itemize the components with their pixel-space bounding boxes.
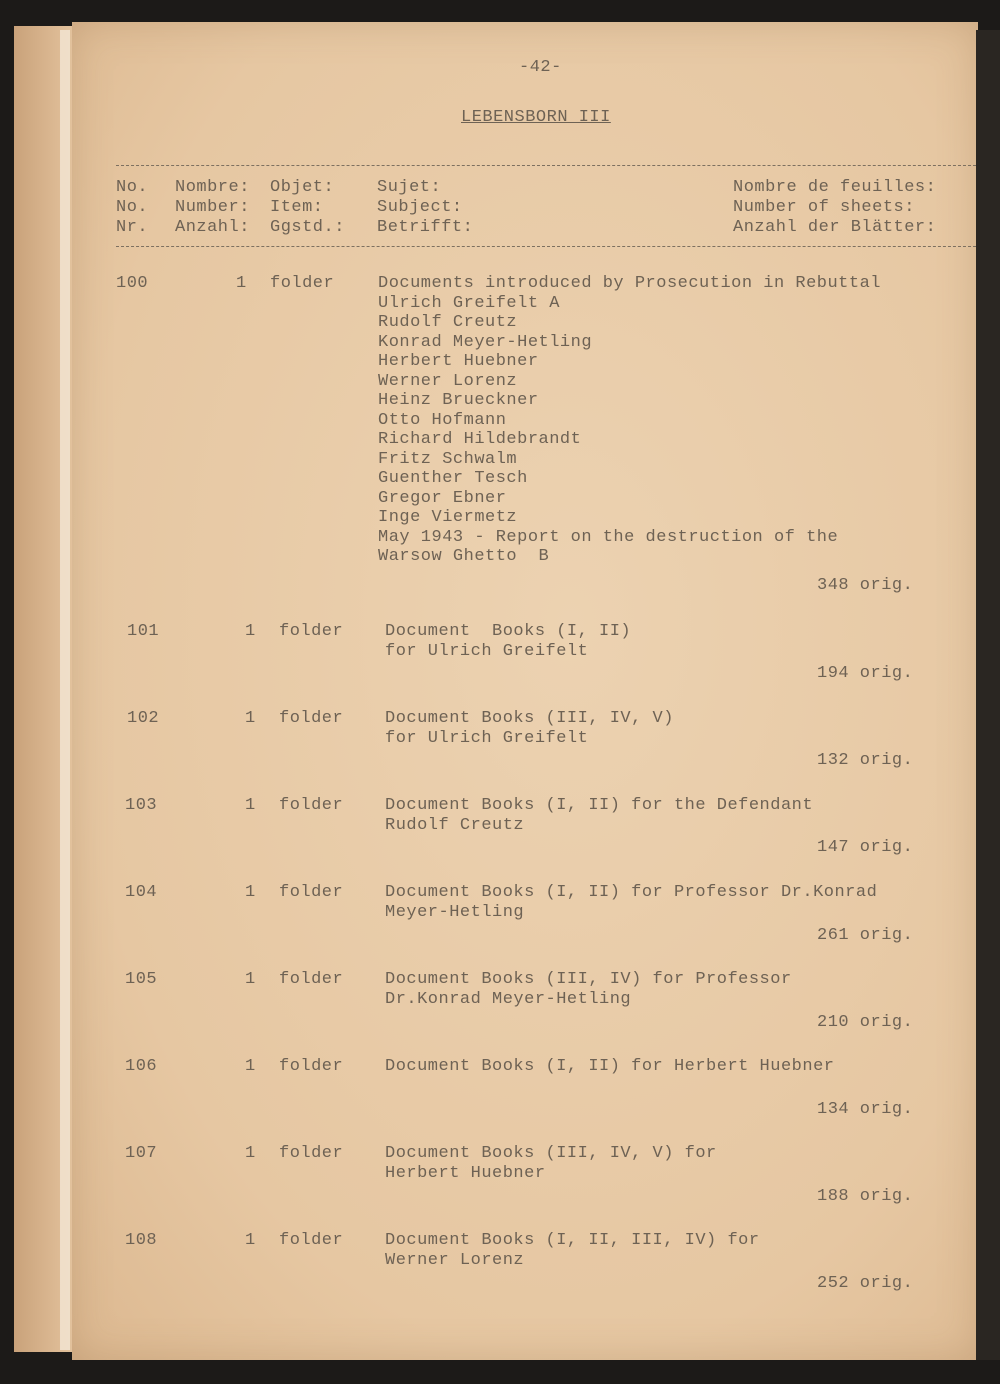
entry-item: folder — [279, 622, 344, 641]
header-text: Anzahl der Blätter: — [733, 218, 937, 237]
header-text: Number: — [175, 198, 250, 217]
entry-count: 1 — [245, 1231, 256, 1250]
entry-sheets: 132 orig. — [817, 751, 914, 770]
entry-subject-line: Document Books (I, II) — [385, 622, 632, 641]
header-col-subject — [377, 178, 473, 238]
entry-sheets: 210 orig. — [817, 1013, 914, 1032]
header-text: Nombre: — [175, 178, 250, 197]
header-text: Sujet: — [377, 178, 442, 197]
header-text: Nr. — [116, 218, 149, 237]
entry-count: 1 — [245, 970, 256, 989]
entry-subject-line: Heinz Brueckner — [378, 391, 539, 410]
entry-sheets: 252 orig. — [817, 1274, 914, 1293]
header-text: Item: — [270, 198, 324, 217]
header-text: Subject: — [377, 198, 463, 217]
entry-subject-line: Inge Viermetz — [378, 508, 518, 527]
entry-sheets: 348 orig. — [817, 576, 914, 595]
entry-subject-line: Document Books (III, IV) for Professor — [385, 970, 792, 989]
entry-subject-line: Konrad Meyer-Hetling — [378, 332, 593, 352]
entry-number: 105 — [125, 970, 158, 989]
entry-subject-line: Werner Lorenz — [378, 371, 518, 391]
entry-item: folder — [270, 274, 335, 293]
entry-subject-line: Document Books (I, II) for the Defendant — [385, 796, 814, 815]
entry-number: 101 — [127, 622, 160, 641]
entry-number: 103 — [125, 796, 158, 815]
entry-subject-line: Dr.Konrad Meyer-Hetling — [385, 989, 632, 1009]
header-text: No. — [116, 178, 149, 197]
entry-count: 1 — [236, 274, 247, 293]
document-title: LEBENSBORN III — [461, 108, 611, 127]
entry-sheets: 134 orig. — [817, 1100, 914, 1119]
entry-subject-line: for Ulrich Greifelt — [385, 641, 589, 661]
binding-edge — [60, 30, 70, 1350]
header-text: Betrifft: — [377, 218, 474, 237]
entry-subject-line: Meyer-Hetling — [385, 902, 525, 922]
entry-count: 1 — [245, 622, 256, 641]
entry-subject-line: Gregor Ebner — [378, 488, 507, 508]
entry-subject-line: Ulrich Greifelt A — [378, 293, 560, 313]
entry-subject-line: Document Books (I, II, III, IV) for — [385, 1231, 760, 1250]
entry-count: 1 — [245, 1144, 256, 1163]
entry-subject-line: May 1943 - Report on the destruction of the — [378, 527, 839, 547]
header-text: Objet: — [270, 178, 335, 197]
entry-count: 1 — [245, 709, 256, 728]
entry-sheets: 188 orig. — [817, 1187, 914, 1206]
header-col-item — [270, 178, 345, 238]
entry-subject-line: Herbert Huebner — [385, 1163, 546, 1183]
entry-number: 104 — [125, 883, 158, 902]
entry-subject-line: Document Books (III, IV, V) — [385, 709, 674, 728]
header-text: Nombre de feuilles: — [733, 178, 937, 197]
header-rule-top — [116, 165, 976, 166]
page-number: -42- — [519, 58, 562, 77]
entry-count: 1 — [245, 1057, 256, 1076]
entry-item: folder — [279, 1057, 344, 1076]
entry-item: folder — [279, 1231, 344, 1250]
page-gutter — [976, 30, 1000, 1360]
entry-number: 107 — [125, 1144, 158, 1163]
entry-sheets: 194 orig. — [817, 664, 914, 683]
header-col-sheets — [733, 178, 936, 238]
entry-subject-line: Guenther Tesch — [378, 469, 528, 488]
entry-subject-line: for Ulrich Greifelt — [385, 728, 589, 748]
entry-subject-line: Warsow Ghetto B — [378, 547, 550, 566]
header-text: Ggstd.: — [270, 218, 345, 237]
entry-subject-line: Fritz Schwalm — [378, 449, 518, 469]
entry-number: 102 — [127, 709, 160, 728]
entry-subject-line: Documents introduced by Prosecution in Rebuttal — [378, 274, 881, 293]
entry-subject-line: Rudolf Creutz — [378, 313, 518, 332]
header-rule-bottom — [116, 246, 976, 247]
entry-number: 106 — [125, 1057, 158, 1076]
entry-subject-line: Document Books (III, IV, V) for — [385, 1144, 717, 1163]
entry-item: folder — [279, 883, 344, 902]
entry-item: folder — [279, 970, 344, 989]
entry-item: folder — [279, 1144, 344, 1163]
entry-sheets: 147 orig. — [817, 838, 914, 857]
entry-subject-line: Werner Lorenz — [385, 1250, 525, 1270]
header-col-no — [116, 178, 148, 238]
entry-count: 1 — [245, 796, 256, 815]
entry-count: 1 — [245, 883, 256, 902]
header-text: Number of sheets: — [733, 198, 915, 217]
entry-item: folder — [279, 709, 344, 728]
entry-subject-line: Rudolf Creutz — [385, 815, 525, 835]
entry-number: 108 — [125, 1231, 158, 1250]
header-text: Anzahl: — [175, 218, 250, 237]
entry-subject-line: Document Books (I, II) for Herbert Huebner — [385, 1057, 835, 1076]
entry-item: folder — [279, 796, 344, 815]
entry-sheets: 261 orig. — [817, 926, 914, 945]
entry-number: 100 — [116, 274, 149, 293]
entry-subject-line: Document Books (I, II) for Professor Dr.Konrad — [385, 883, 878, 902]
entry-subject-line: Richard Hildebrandt — [378, 430, 582, 449]
entry-subject-line: Herbert Huebner — [378, 352, 539, 371]
entry-subject-line: Otto Hofmann — [378, 410, 507, 430]
header-text: No. — [116, 198, 149, 217]
header-col-number — [175, 178, 250, 238]
